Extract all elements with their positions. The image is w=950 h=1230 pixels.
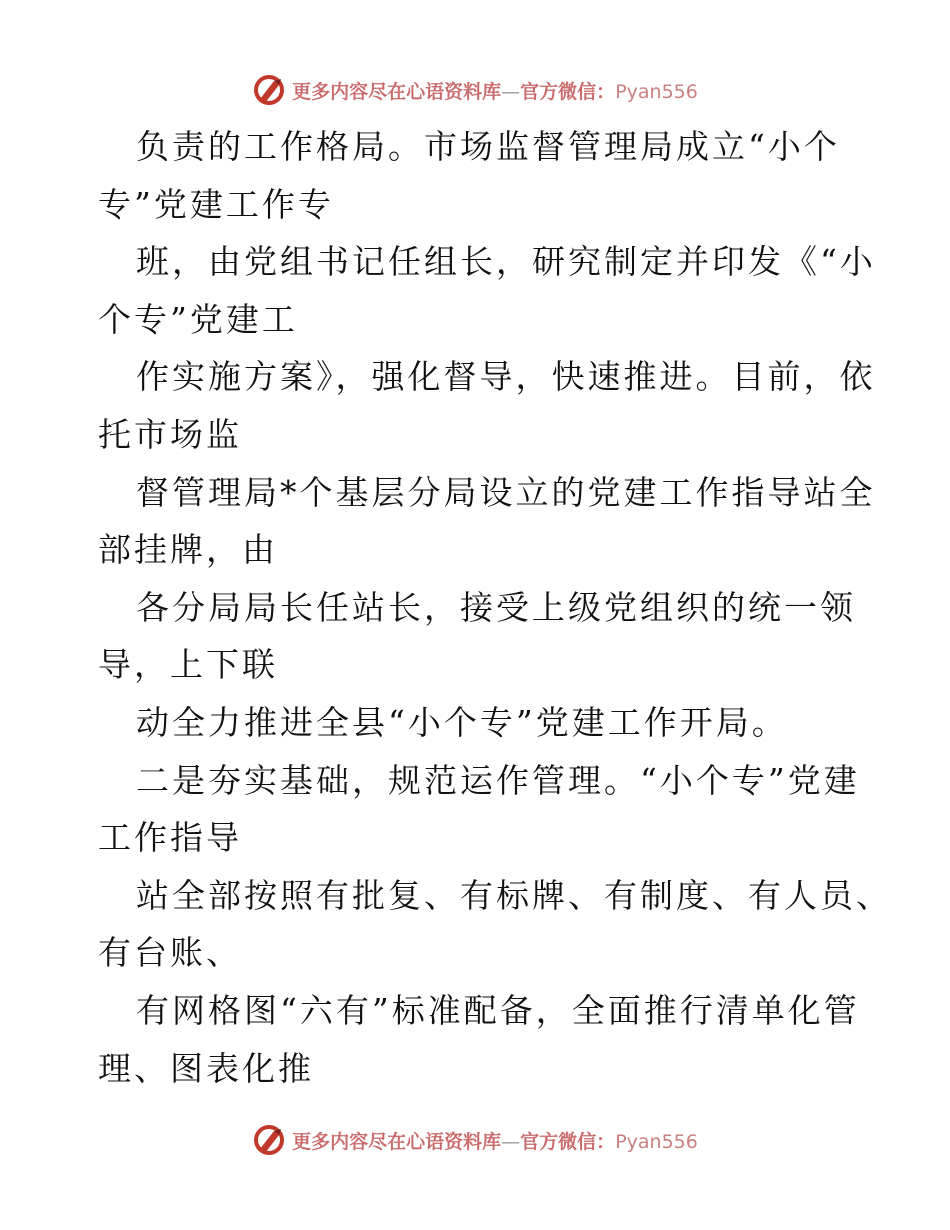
text-line: 工作指导 <box>98 818 242 858</box>
text-line: 专”党建工作专 <box>98 184 334 224</box>
banner-site-name: 更多内容尽在心语资料库 <box>292 80 502 103</box>
document-body <box>98 118 892 1097</box>
banner-contact-label: 官方微信： <box>520 1130 616 1153</box>
text-line: 个专”党建工 <box>98 299 298 339</box>
text-line: 各分局局长任站长，接受上级党组织的统一领 <box>136 587 856 627</box>
footer-banner <box>0 1120 950 1160</box>
text-line: 部挂牌，由 <box>98 530 278 570</box>
text-line: 动全力推进全县“小个专”党建工作开局。 <box>136 702 788 742</box>
banner-site-name: 更多内容尽在心语资料库 <box>292 1130 502 1153</box>
text-line: 导，上下联 <box>98 645 278 685</box>
banner-contact-label: 官方微信： <box>520 80 616 103</box>
banner-dash: — <box>501 1130 521 1153</box>
text-line: 理、图表化推 <box>98 1048 314 1088</box>
text-line: 督管理局*个基层分局设立的党建工作指导站全 <box>136 472 876 512</box>
text-line: 有网格图“六有”标准配备，全面推行清单化管 <box>136 990 860 1030</box>
text-line: 班，由党组书记任组长，研究制定并印发《“小 <box>136 242 876 282</box>
text-line: 有台账、 <box>98 933 242 973</box>
banner-contact-id: Pyan556 <box>615 1130 698 1153</box>
banner-dash: — <box>501 80 521 103</box>
banner-contact-id: Pyan556 <box>615 80 698 103</box>
text-line: 托市场监 <box>98 414 242 454</box>
banner-text <box>292 1127 698 1154</box>
pen-logo-icon <box>252 73 286 107</box>
text-line: 站全部按照有批复、有标牌、有制度、有人员、 <box>136 875 892 915</box>
pen-logo-icon <box>252 1123 286 1157</box>
text-line: 负责的工作格局。市场监督管理局成立“小个 <box>136 127 840 166</box>
header-banner <box>0 70 950 110</box>
text-line: 二是夯实基础，规范运作管理。“小个专”党建 <box>136 760 860 800</box>
text-line: 作实施方案》，强化督导，快速推进。目前，依 <box>136 357 876 397</box>
banner-text <box>292 77 698 104</box>
